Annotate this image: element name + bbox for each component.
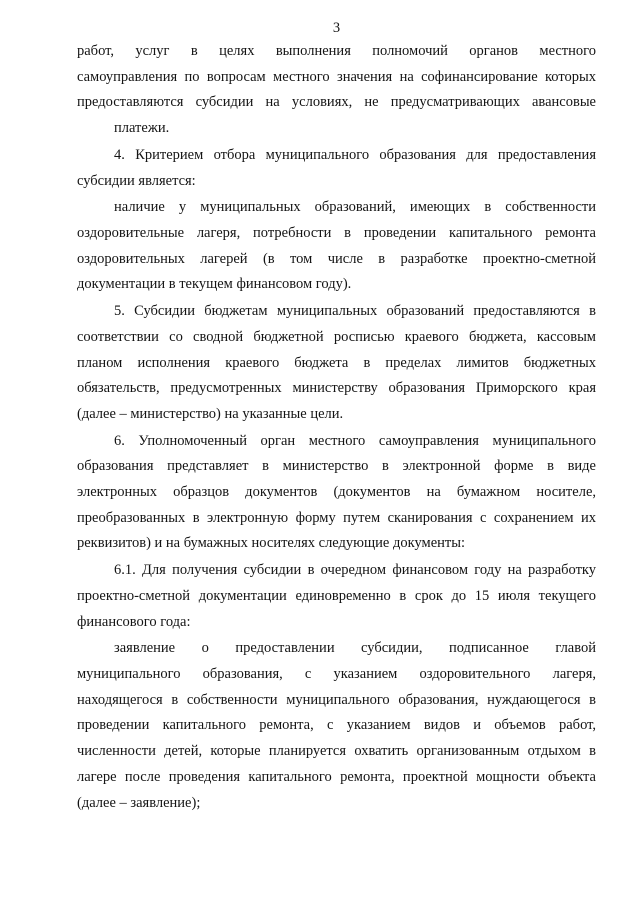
paragraph: [77, 195, 596, 298]
text-line: субсидии является:: [77, 172, 196, 189]
text-line: (далее – министерство) на указанные цели.: [77, 405, 344, 422]
text-line: документации в текущем финансовом году).: [77, 276, 352, 293]
text-line: численности детей, которые планируется охватить организованным отдыхом в: [77, 743, 596, 760]
text-line: оздоровительные лагеря, потребности в проведении капитального ремонта: [77, 225, 596, 241]
text-line: финансового года:: [77, 613, 191, 630]
text-line: лагере после проведения капитального ремонта, проектной мощности объекта: [77, 768, 596, 785]
text-line: 4. Критерием отбора муниципального образования для предоставления: [114, 146, 596, 163]
paragraph: [77, 636, 596, 816]
text-line: работ, услуг в целях выполнения полномочий органов местного: [77, 43, 596, 59]
text-line: планом исполнения краевого бюджета в пределах лимитов бюджетных: [77, 354, 596, 371]
text-line: оздоровительных лагерей (в том числе в разработке проектно-сметной: [77, 250, 596, 267]
text-line: платежи.: [114, 120, 170, 137]
text-line: образования представляет в министерство в электронной форме в виде: [77, 458, 596, 475]
text-line: преобразованных в электронную форму путем сканирования с сохранением их: [77, 509, 596, 526]
text-line: проведении капитального ремонта, с указанием видов и объемов работ,: [77, 717, 596, 734]
text-line: соответствии со сводной бюджетной росписью краевого бюджета, кассовым: [77, 328, 596, 345]
paragraph: [77, 429, 596, 557]
text-line: обязательств, предусмотренных министерству образования Приморского края: [77, 380, 596, 397]
paragraph: [77, 299, 596, 427]
text-line: самоуправления по вопросам местного значения на софинансирование которых: [77, 68, 596, 85]
text-line: предоставляются субсидии на условиях, не предусматривающих авансовые: [77, 94, 596, 111]
paragraph: [77, 558, 596, 635]
text-line: заявление о предоставлении субсидии, подписанное главой: [114, 640, 596, 657]
text-line: электронных образцов документов (документов на бумажном носителе,: [77, 484, 596, 501]
paragraph: [77, 39, 596, 142]
text-line: 6.1. Для получения субсидии в очередном финансовом году на разработку: [114, 562, 596, 579]
page-number: 3: [332, 20, 341, 36]
text-line: 6. Уполномоченный орган местного самоуправления муниципального: [114, 432, 596, 449]
document-body: [77, 39, 596, 816]
text-line: муниципального образования, с указанием оздоровительного лагеря,: [77, 666, 596, 683]
text-line: проектно-сметной документации единовременно в срок до 15 июля текущего: [77, 587, 596, 604]
text-line: (далее – заявление);: [77, 794, 201, 811]
text-line: находящегося в собственности муниципального образования, нуждающегося в: [77, 691, 596, 708]
text-line: наличие у муниципальных образований, имеющих в собственности: [114, 199, 596, 216]
paragraph: [77, 143, 596, 194]
text-line: 5. Субсидии бюджетам муниципальных образований предоставляются в: [114, 303, 596, 320]
text-line: реквизитов) и на бумажных носителях следующие документы:: [77, 535, 466, 552]
